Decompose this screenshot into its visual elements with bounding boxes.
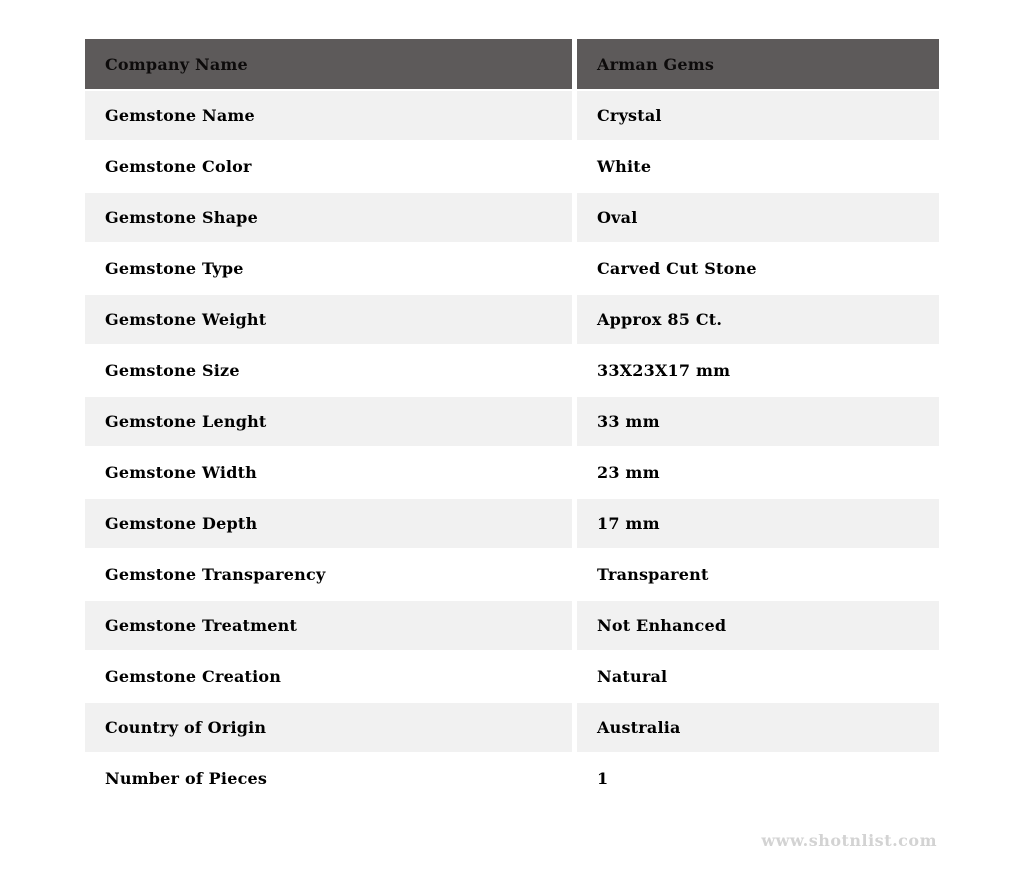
row-label-cell: Number of Pieces <box>85 754 572 803</box>
table-row <box>85 397 939 446</box>
table-row <box>85 91 939 140</box>
table-body <box>85 91 939 803</box>
row-value-cell: Approx 85 Ct. <box>577 295 939 344</box>
row-label-cell: Gemstone Color <box>85 142 572 191</box>
row-label-cell: Gemstone Width <box>85 448 572 497</box>
table-header-row <box>85 39 939 89</box>
row-value-cell: 1 <box>577 754 939 803</box>
row-label-cell: Gemstone Depth <box>85 499 572 548</box>
row-value-cell: White <box>577 142 939 191</box>
row-value-cell: Transparent <box>577 550 939 599</box>
row-value-cell: 33 mm <box>577 397 939 446</box>
header-value-cell: Arman Gems <box>577 39 939 89</box>
gemstone-spec-table <box>85 39 939 805</box>
row-value-cell: Not Enhanced <box>577 601 939 650</box>
table-row <box>85 193 939 242</box>
row-label-cell: Gemstone Transparency <box>85 550 572 599</box>
table-row <box>85 754 939 803</box>
row-value-cell: Australia <box>577 703 939 752</box>
row-value-cell: 17 mm <box>577 499 939 548</box>
row-label-cell: Gemstone Name <box>85 91 572 140</box>
table-row <box>85 244 939 293</box>
table-row <box>85 652 939 701</box>
table-row <box>85 550 939 599</box>
row-value-cell: Natural <box>577 652 939 701</box>
header-label-cell: Company Name <box>85 39 572 89</box>
table-row <box>85 142 939 191</box>
row-value-cell: Oval <box>577 193 939 242</box>
table-row <box>85 346 939 395</box>
table-row <box>85 703 939 752</box>
row-label-cell: Gemstone Creation <box>85 652 572 701</box>
table-row <box>85 295 939 344</box>
row-value-cell: Carved Cut Stone <box>577 244 939 293</box>
row-label-cell: Gemstone Size <box>85 346 572 395</box>
row-label-cell: Gemstone Type <box>85 244 572 293</box>
watermark-text: www.shotnlist.com <box>761 831 937 850</box>
table-row <box>85 601 939 650</box>
row-value-cell: 33X23X17 mm <box>577 346 939 395</box>
table-row <box>85 499 939 548</box>
row-label-cell: Gemstone Treatment <box>85 601 572 650</box>
row-value-cell: 23 mm <box>577 448 939 497</box>
row-label-cell: Gemstone Weight <box>85 295 572 344</box>
row-label-cell: Country of Origin <box>85 703 572 752</box>
row-value-cell: Crystal <box>577 91 939 140</box>
row-label-cell: Gemstone Lenght <box>85 397 572 446</box>
table-row <box>85 448 939 497</box>
row-label-cell: Gemstone Shape <box>85 193 572 242</box>
